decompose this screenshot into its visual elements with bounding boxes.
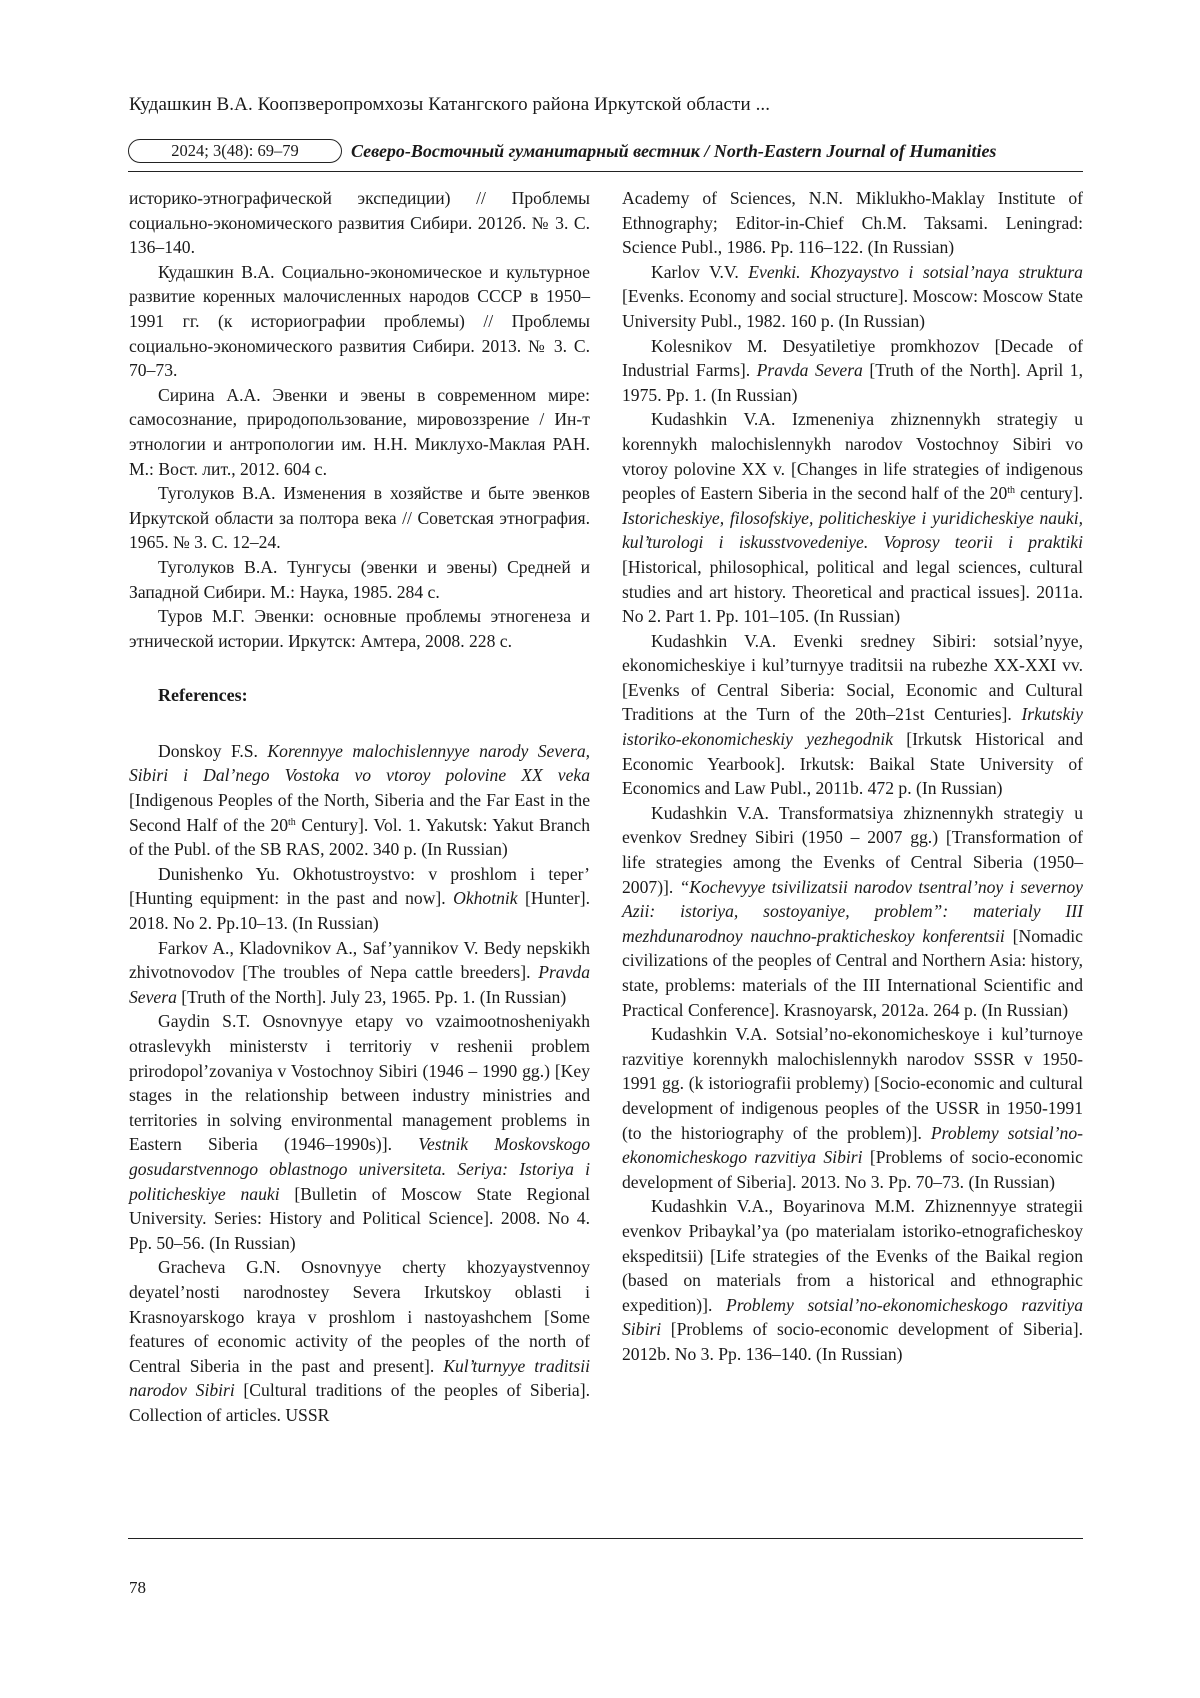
header-divider bbox=[128, 171, 1083, 172]
reference-entry: Kudashkin V.A. Izmeneniya zhiznennykh strategiy u korennykh malochislennykh narodov Vostochnoy Sibiri vo vtoroy polovine XX v. [Changes in life strategies of indigenous peoples of Eastern Siberia in the second half of the 20th century]. Istoricheskiye, filosofskiye, politicheskiye i yuridicheskiye nauki, kul’turologi i iskusstvovedeniye. Voprosy teorii i praktiki [Historical, philosophical, political and legal sciences, cultural studies and art history. Theoretical and practical issues]. 2011a. No 2. Part 1. Pp. 101–105. (In Russian) bbox=[622, 409, 1083, 627]
reference-entry: Туголуков В.А. Тунгусы (эвенки и эвены) Средней и Западной Сибири. М.: Наука, 1985. 284 с. bbox=[129, 556, 590, 602]
reference-entry: Туголуков В.А. Изменения в хозяйстве и быте эвенков Иркутской области за полтора века // Советская этнография. 1965. № 3. С. 12–24. bbox=[129, 483, 590, 553]
journal-title: Северо-Восточный гуманитарный вестник / North-Eastern Journal of Humanities bbox=[351, 140, 997, 161]
reference-entry: Gracheva G.N. Osnovnyye cherty khozyaystvennoy deyatel’nosti narodnostey Severa Irkutskoy oblasti i Krasnoyarskogo kraya v proshlom i nastoyashchem [Some features of economic activity of the peoples of the north of Central Siberia in the past and present]. Kul’turnyye traditsii narodov Sibiri [Cultural traditions of the peoples of Siberia]. Collection of articles. USSR bbox=[129, 1257, 590, 1425]
reference-entry: Kudashkin V.A. Evenki sredney Sibiri: sotsial’nyye, ekonomicheskiye i kul’turnyye traditsii na rubezhe XX-XXI vv. [Evenks of Central Siberia: Social, Economic and Cultural Traditions at the Turn of the 20th–21st Centuries]. Irkutskiy istoriko-ekonomicheskiy yezhegodnik [Irkutsk Historical and Economic Yearbook]. Irkutsk: Baikal State University of Economics and Law Publ., 2011b. 472 p. (In Russian) bbox=[622, 630, 1083, 799]
reference-entry: Сирина А.А. Эвенки и эвены в современном мире: самосознание, природопользование, мировоззрение / Ин-т этнологии и антропологии им. Н.Н. Миклухо-Маклая РАН. М.: Вост. лит., 2012. 604 с. bbox=[129, 384, 590, 479]
reference-entry: Kudashkin V.A., Boyarinova M.M. Zhiznennyye strategii evenkov Pribaykal’ya (po materialam istoriko-etnograficheskoy ekspeditsii) [Life strategies of the Evenks of the Baikal region (based on materials from a historical and ethnographic expedition)]. Problemy sotsial’no-ekonomicheskogo razvitiya Sibiri [Problems of socio-economic development of Siberia]. 2012b. No 3. Pp. 136–140. (In Russian) bbox=[622, 1196, 1083, 1364]
reference-entry: Farkov A., Kladovnikov A., Saf’yannikov V. Bedy nepskikh zhivotnovodov [The troubles of Nepa cattle breeders]. Pravda Severa [Truth of the North]. July 23, 1965. Pp. 1. (In Russian) bbox=[129, 937, 590, 1007]
footer-divider bbox=[128, 1538, 1083, 1539]
reference-entry: Kolesnikov M. Desyatiletiye promkhozov [Decade of Industrial Farms]. Pravda Severa [Truth of the North]. April 1, 1975. Pp. 1. (In Russian) bbox=[622, 335, 1083, 405]
running-title: Кудашкин В.А. Коопзверопромхозы Катангского района Иркутской области ... bbox=[129, 94, 771, 115]
reference-entry: Karlov V.V. Evenki. Khozyaystvo i sotsial’naya struktura [Evenks. Economy and social structure]. Moscow: Moscow State University Publ., 1982. 160 p. (In Russian) bbox=[622, 261, 1083, 331]
reference-entry: Кудашкин В.А. Социально-экономическое и культурное развитие коренных малочисленных народов СССР в 1950–1991 гг. (к историографии проблемы) // Проблемы социально-экономического развития Сибири. 2013. № 3. С. 70–73. bbox=[129, 261, 590, 381]
reference-entry: Academy of Sciences, N.N. Miklukho-Maklay Institute of Ethnography; Editor-in-Chief Ch.M. Taksami. Leningrad: Science Publ., 1986. Pp. 116–122. (In Russian) bbox=[622, 188, 1083, 258]
right-column bbox=[622, 186, 1083, 1367]
reference-entry: Kudashkin V.A. Sotsial’no-ekonomicheskoye i kul’turnoye razvitiye korennykh malochislennykh narodov SSSR v 1950-1991 gg. (k istoriografii problemy) [Socio-economic and cultural development of indigenous peoples of the USSR in 1950-1991 (to the historiography of the problem)]. Problemy sotsial’no-ekonomicheskogo razvitiya Sibiri [Problems of socio-economic development of Siberia]. 2013. No 3. Pp. 70–73. (In Russian) bbox=[622, 1024, 1083, 1192]
reference-entry: Dunishenko Yu. Okhotustroystvo: v proshlom i teper’ [Hunting equipment: in the past and now]. Okhotnik [Hunter]. 2018. No 2. Pp.10–13. (In Russian) bbox=[129, 863, 591, 934]
left-column bbox=[129, 186, 590, 1428]
reference-entry: Туров М.Г. Эвенки: основные проблемы этногенеза и этнической истории. Иркутск: Амтера, 2008. 228 с. bbox=[129, 606, 590, 651]
references-heading: References: bbox=[158, 685, 248, 706]
reference-entry: историко-этнографической экспедиции) // Проблемы социально-экономического развития Сибири. 2012б. № 3. С. 136–140. bbox=[129, 188, 590, 258]
reference-entry: Gaydin S.T. Osnovnyye etapy vo vzaimootnosheniyakh otraslevykh ministerstv i territoriy v reshenii problem prirodopol’zovaniya v Vostochnoy Sibiri (1946 – 1990 gg.) [Key stages in the relationship between industry ministries and territories in solving environmental management problems in Eastern Siberia (1946–1990s)]. Vestnik Moskovskogo gosudarstvennogo oblastnogo universiteta. Seriya: Istoriya i politicheskiye nauki [Bulletin of Moscow State Regional University. Series: History and Political Science]. 2008. No 4. Pp. 50–56. (In Russian) bbox=[129, 1011, 591, 1253]
issue-badge: 2024; 3(48): 69–79 bbox=[128, 139, 342, 163]
page-number: 78 bbox=[129, 1578, 146, 1597]
journal-bar bbox=[128, 136, 1083, 166]
reference-entry: Donskoy F.S. Korennyye malochislennyye narody Severa, Sibiri i Dal’nego Vostoka vo vtoroy polovine XX veka [Indigenous Peoples of the North, Siberia and the Far East in the Second Half of the 20th Century]. Vol. 1. Yakutsk: Yakut Branch of the Publ. of the SB RAS, 2002. 340 p. (In Russian) bbox=[129, 740, 591, 860]
reference-entry: Kudashkin V.A. Transformatsiya zhiznennykh strategiy u evenkov Sredney Sibiri (1950 – 2007 gg.) [Transformation of life strategies among the Evenks of Central Siberia (1950–2007)]. “Kochevyye tsivilizatsii narodov tsentral’noy i severnoy Azii: istoriya, sostoyaniye, problem”: materialy III mezhdunarodnoy nauchno-prakticheskoy konferentsii [Nomadic civilizations of the peoples of Central and Northern Asia: history, state, problems: materials of the III International Scientific and Practical Conference]. Krasnoyarsk, 2012a. 264 p. (In Russian) bbox=[622, 802, 1083, 1020]
